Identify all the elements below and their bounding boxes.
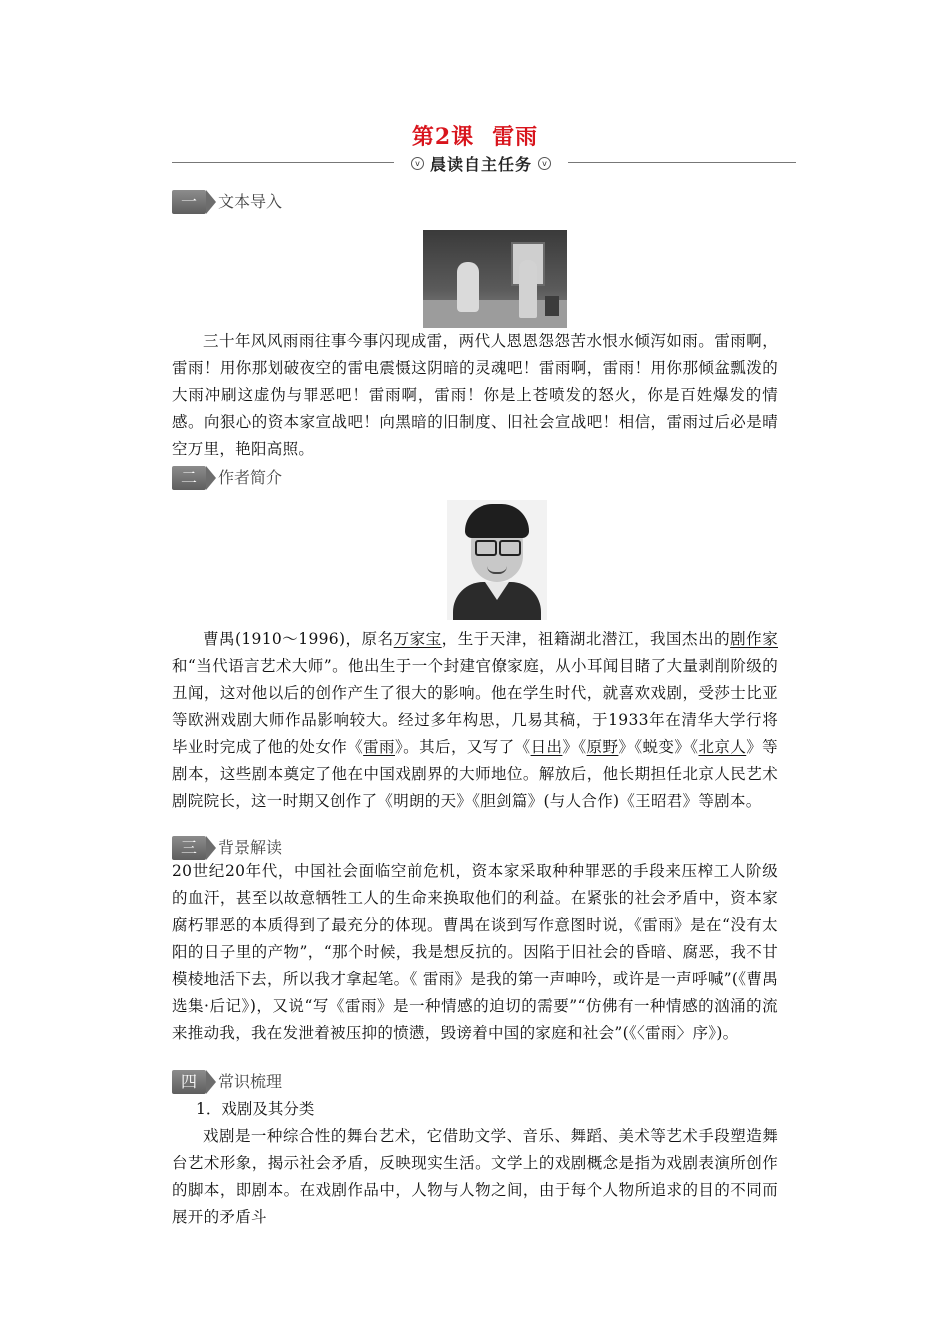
author-paragraph: 曹禺(1910～1996)，原名万家宝，生于天津，祖籍湖北潜江，我国杰出的剧作家和“当代语言艺术大师”。他出生于一个封建官僚家庭，从小耳闻目睹了大量剥削阶级的丑闻，这对他以后的创作产生了很大的影响。他在学生时代，就喜欢戏剧，受莎士比亚等欧洲戏剧大师作品影响较大。经过多年构思，几易其稿，于1933年在清华大学行将毕业时完成了他的处女作《雷雨》。其后，又写了《日出》《原野》《蜕变》《北京人》等剧本，这些剧本奠定了他在中国戏剧界的大师地位。解放后，他长期担任北京人民艺术剧院院长，这一时期又创作了《明朗的天》《胆剑篇》(与人合作)《王昭君》等剧本。: [172, 630, 778, 810]
section-number-badge: 三: [172, 836, 206, 860]
banner-rule-left: [172, 162, 394, 163]
section-label: 作者简介: [218, 468, 283, 487]
banner-text: 晨读自主任务: [429, 154, 532, 174]
intro-paragraph: 三十年风风雨雨往事今事闪现成雷，两代人恩恩怨怨苦水恨水倾泻如雨。雷雨啊，雷雨！用你那划破夜空的雷电震慑这阴暗的灵魂吧！雷雨啊，雷雨！用你那倾盆瓢泼的大雨冲刷这虚伪与罪恶吧！雷雨啊，雷雨！你是上苍喷发的怒火，你是百姓爆发的情感。向狠心的资本家宣战吧！向黑暗的旧制度、旧社会宣战吧！相信，雷雨过后必是晴空万里，艳阳高照。: [172, 332, 778, 458]
section-label: 常识梳理: [218, 1072, 283, 1091]
lesson-number: 第2课: [411, 124, 475, 150]
debut-work: 雷雨: [363, 738, 395, 756]
author-portrait: [447, 500, 547, 620]
work-title: 北京人: [698, 738, 747, 756]
section-label: 背景解读: [218, 838, 283, 857]
work-title: 日出: [530, 738, 563, 756]
section-label: 文本导入: [218, 192, 283, 211]
banner-center: [394, 150, 568, 176]
v-circle-icon: v: [411, 157, 424, 170]
work-title: 原野: [586, 738, 619, 756]
section-banner: [172, 150, 796, 176]
section-number-badge: 四: [172, 1070, 206, 1094]
banner-rule-right: [568, 162, 796, 163]
page-title: [0, 120, 950, 151]
knowledge-paragraph: 戏剧是一种综合性的舞台艺术，它借助文学、音乐、舞蹈、美术等艺术手段塑造舞台艺术形象，揭示社会矛盾，反映现实生活。文学上的戏剧概念是指为戏剧表演所创作的脚本，即剧本。在戏剧作品中，人物与人物之间，由于每个人物所追求的目的不同而展开的矛盾斗: [172, 1127, 778, 1226]
section-number-badge: 一: [172, 190, 206, 214]
section-number-badge: 二: [172, 466, 206, 490]
lesson-name: 雷雨: [492, 124, 539, 150]
stage-photo: [423, 230, 567, 328]
background-paragraph: 20世纪20年代，中国社会面临空前危机，资本家采取种种罪恶的手段来压榨工人阶级的血汗，甚至以故意牺牲工人的生命来换取他们的利益。在紧张的社会矛盾中，资本家腐朽罪恶的本质得到了最充分的体现。曹禺在谈到写作意图时说，《雷雨》是在“没有太阳的日子里的产物”，“那个时候，我是想反抗的。因陷于旧社会的昏暗、腐恶，我不甘模棱地活下去，所以我才拿起笔。《 雷雨》是我的第一声呻吟，或许是一声呼喊”(《曹禺选集·后记》)，又说“写《雷雨》是一种情感的迫切的需要”“仿佛有一种情感的汹涌的流来推动我，我在发泄着被压抑的愤懑，毁谤着中国的家庭和社会”(《〈雷雨〉序》)。: [172, 862, 778, 1042]
v-circle-icon: v: [538, 157, 551, 170]
playwright-term: 剧作家: [730, 630, 778, 648]
knowledge-subtitle: 1．戏剧及其分类: [196, 1100, 315, 1118]
author-real-name: 万家宝: [393, 630, 442, 648]
